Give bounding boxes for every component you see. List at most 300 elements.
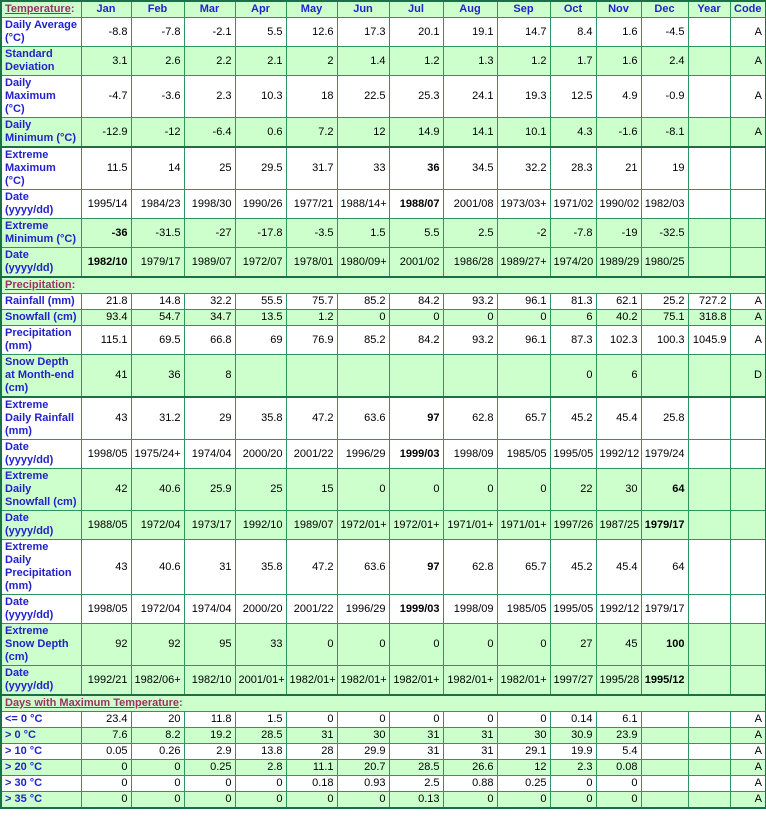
cell-feb: 69.5 [131, 326, 184, 355]
cell-nov: 1992/12 [596, 440, 641, 469]
cell-may: 2001/22 [286, 595, 337, 624]
row-label: Date (yyyy/dd) [1, 666, 81, 696]
cell-dec [641, 355, 688, 398]
cell-jul: 14.9 [389, 118, 443, 148]
cell-aug: 2.5 [443, 219, 497, 248]
cell-dec: 1979/17 [641, 595, 688, 624]
cell-year [688, 712, 730, 728]
cell-feb: 40.6 [131, 469, 184, 511]
cell-jun: 17.3 [337, 18, 389, 47]
cell-mar: -2.1 [184, 18, 235, 47]
cell-nov: 1995/28 [596, 666, 641, 696]
cell-aug: 2001/08 [443, 190, 497, 219]
section-title-cell-temperature [1, 1, 81, 18]
cell-mar: 32.2 [184, 294, 235, 310]
cell-apr: 55.5 [235, 294, 286, 310]
cell-feb: 1972/04 [131, 595, 184, 624]
cell-jan: 23.4 [81, 712, 131, 728]
cell-mar: 8 [184, 355, 235, 398]
table-row [1, 712, 766, 728]
cell-oct: 45.2 [550, 397, 596, 440]
cell-apr: 2000/20 [235, 440, 286, 469]
cell-apr: 0.6 [235, 118, 286, 148]
cell-year [688, 728, 730, 744]
cell-dec: 1980/25 [641, 248, 688, 278]
row-label: Date (yyyy/dd) [1, 511, 81, 540]
cell-apr: 0 [235, 776, 286, 792]
cell-aug: 1998/09 [443, 440, 497, 469]
cell-oct: 0 [550, 776, 596, 792]
cell-dec [641, 744, 688, 760]
cell-code: A [730, 76, 766, 118]
section-title-link[interactable]: Temperature [5, 3, 71, 15]
cell-feb: 0.26 [131, 744, 184, 760]
cell-oct: 0.14 [550, 712, 596, 728]
cell-oct: -7.8 [550, 219, 596, 248]
cell-jan: 21.8 [81, 294, 131, 310]
cell-jun: 20.7 [337, 760, 389, 776]
cell-sep: 65.7 [497, 540, 550, 595]
column-header-code: Code [730, 1, 766, 18]
section-title-cell [1, 277, 766, 294]
row-label: Standard Deviation [1, 47, 81, 76]
cell-sep: -2 [497, 219, 550, 248]
cell-apr: 5.5 [235, 18, 286, 47]
cell-feb: 1979/17 [131, 248, 184, 278]
row-label: Daily Average (°C) [1, 18, 81, 47]
cell-jun: 0 [337, 310, 389, 326]
cell-year [688, 511, 730, 540]
cell-mar: 19.2 [184, 728, 235, 744]
cell-sep: 10.1 [497, 118, 550, 148]
cell-jan: 41 [81, 355, 131, 398]
cell-may: 75.7 [286, 294, 337, 310]
cell-mar: 1974/04 [184, 440, 235, 469]
column-header-jul: Jul [389, 1, 443, 18]
row-label: > 0 °C [1, 728, 81, 744]
cell-dec: -4.5 [641, 18, 688, 47]
cell-jan: 115.1 [81, 326, 131, 355]
cell-may: 1982/01+ [286, 666, 337, 696]
cell-aug: 0 [443, 712, 497, 728]
cell-oct: 1995/05 [550, 440, 596, 469]
cell-dec: 25.8 [641, 397, 688, 440]
cell-may: 15 [286, 469, 337, 511]
cell-oct: 8.4 [550, 18, 596, 47]
cell-code: A [730, 728, 766, 744]
cell-year [688, 76, 730, 118]
cell-apr: 35.8 [235, 540, 286, 595]
cell-mar: 0.25 [184, 760, 235, 776]
cell-sep: 1982/01+ [497, 666, 550, 696]
cell-aug: 0 [443, 469, 497, 511]
cell-feb: 1984/23 [131, 190, 184, 219]
cell-oct: 1995/05 [550, 595, 596, 624]
table-row [1, 310, 766, 326]
cell-jun: 1972/01+ [337, 511, 389, 540]
cell-nov: 4.9 [596, 76, 641, 118]
cell-jun: 33 [337, 147, 389, 190]
cell-code [730, 190, 766, 219]
table-row [1, 440, 766, 469]
cell-year [688, 248, 730, 278]
cell-sep: 0 [497, 712, 550, 728]
cell-jul: 97 [389, 397, 443, 440]
cell-jun: 1988/14+ [337, 190, 389, 219]
cell-code [730, 397, 766, 440]
column-header-year: Year [688, 1, 730, 18]
cell-code: A [730, 712, 766, 728]
cell-aug: 0 [443, 624, 497, 666]
cell-jul: 1.2 [389, 47, 443, 76]
cell-feb: -31.5 [131, 219, 184, 248]
row-label: Daily Minimum (°C) [1, 118, 81, 148]
cell-jan: 11.5 [81, 147, 131, 190]
cell-code: A [730, 326, 766, 355]
cell-feb: 2.6 [131, 47, 184, 76]
cell-dec: -8.1 [641, 118, 688, 148]
row-label: Date (yyyy/dd) [1, 190, 81, 219]
cell-nov: 1992/12 [596, 595, 641, 624]
cell-code: A [730, 310, 766, 326]
cell-apr: -17.8 [235, 219, 286, 248]
cell-aug: 26.6 [443, 760, 497, 776]
row-label: Extreme Minimum (°C) [1, 219, 81, 248]
cell-jan: 93.4 [81, 310, 131, 326]
cell-year [688, 469, 730, 511]
cell-sep: 32.2 [497, 147, 550, 190]
cell-jul: 5.5 [389, 219, 443, 248]
cell-code: D [730, 355, 766, 398]
cell-mar: -27 [184, 219, 235, 248]
cell-code: A [730, 294, 766, 310]
cell-apr: 10.3 [235, 76, 286, 118]
cell-year: 318.8 [688, 310, 730, 326]
table-row [1, 47, 766, 76]
cell-jun: 1980/09+ [337, 248, 389, 278]
cell-oct: 2.3 [550, 760, 596, 776]
cell-feb: 8.2 [131, 728, 184, 744]
column-header-jan: Jan [81, 1, 131, 18]
cell-year [688, 190, 730, 219]
cell-code [730, 248, 766, 278]
cell-jan: 0 [81, 792, 131, 809]
cell-dec: 1979/24 [641, 440, 688, 469]
table-row [1, 540, 766, 595]
cell-feb: 92 [131, 624, 184, 666]
cell-oct: 1974/20 [550, 248, 596, 278]
cell-may: 47.2 [286, 397, 337, 440]
table-row [1, 76, 766, 118]
cell-nov: 30 [596, 469, 641, 511]
cell-code: A [730, 118, 766, 148]
cell-may: 31 [286, 728, 337, 744]
cell-year: 727.2 [688, 294, 730, 310]
cell-aug: 1.3 [443, 47, 497, 76]
cell-mar: 95 [184, 624, 235, 666]
cell-may [286, 355, 337, 398]
cell-may: 76.9 [286, 326, 337, 355]
cell-jun: 0.93 [337, 776, 389, 792]
cell-may: 28 [286, 744, 337, 760]
cell-oct: 6 [550, 310, 596, 326]
cell-feb: -12 [131, 118, 184, 148]
cell-jun: 63.6 [337, 397, 389, 440]
cell-code [730, 624, 766, 666]
cell-mar: 29 [184, 397, 235, 440]
cell-aug: 0 [443, 310, 497, 326]
section-title-link[interactable]: Precipitation [5, 279, 72, 291]
cell-mar: 11.8 [184, 712, 235, 728]
cell-dec [641, 760, 688, 776]
cell-aug: 31 [443, 744, 497, 760]
cell-aug: 1971/01+ [443, 511, 497, 540]
cell-feb: 36 [131, 355, 184, 398]
row-label: Precipitation (mm) [1, 326, 81, 355]
table-row [1, 147, 766, 190]
cell-jan: 1998/05 [81, 595, 131, 624]
cell-nov: -19 [596, 219, 641, 248]
cell-year [688, 666, 730, 696]
cell-mar: 66.8 [184, 326, 235, 355]
cell-dec: 100.3 [641, 326, 688, 355]
cell-mar: 2.3 [184, 76, 235, 118]
cell-apr: 2001/01+ [235, 666, 286, 696]
cell-dec [641, 776, 688, 792]
cell-mar: 1974/04 [184, 595, 235, 624]
cell-mar: 31 [184, 540, 235, 595]
cell-mar: 34.7 [184, 310, 235, 326]
cell-mar: 1982/10 [184, 666, 235, 696]
cell-jun: 29.9 [337, 744, 389, 760]
cell-oct: 1997/26 [550, 511, 596, 540]
cell-aug: 31 [443, 728, 497, 744]
cell-oct: 12.5 [550, 76, 596, 118]
cell-code [730, 147, 766, 190]
cell-sep [497, 355, 550, 398]
cell-aug: 19.1 [443, 18, 497, 47]
cell-jul: 2.5 [389, 776, 443, 792]
cell-oct: 30.9 [550, 728, 596, 744]
cell-jan: 1982/10 [81, 248, 131, 278]
cell-sep: 1989/27+ [497, 248, 550, 278]
cell-nov: 1987/25 [596, 511, 641, 540]
row-label: Rainfall (mm) [1, 294, 81, 310]
cell-may: 11.1 [286, 760, 337, 776]
cell-sep: 1971/01+ [497, 511, 550, 540]
cell-jun: 1996/29 [337, 440, 389, 469]
cell-year [688, 18, 730, 47]
cell-year [688, 219, 730, 248]
cell-sep: 1973/03+ [497, 190, 550, 219]
cell-dec: 1995/12 [641, 666, 688, 696]
row-label: Extreme Daily Precipitation (mm) [1, 540, 81, 595]
cell-code [730, 469, 766, 511]
cell-feb: 0 [131, 792, 184, 809]
cell-jun: 0 [337, 712, 389, 728]
section-title-cell [1, 695, 766, 712]
cell-oct: 4.3 [550, 118, 596, 148]
cell-sep: 0 [497, 624, 550, 666]
cell-dec: 25.2 [641, 294, 688, 310]
cell-code: A [730, 18, 766, 47]
cell-jan: -8.8 [81, 18, 131, 47]
cell-feb: 20 [131, 712, 184, 728]
cell-nov: 1989/29 [596, 248, 641, 278]
table-row [1, 511, 766, 540]
table-row [1, 248, 766, 278]
row-label: <= 0 °C [1, 712, 81, 728]
cell-sep: 96.1 [497, 326, 550, 355]
cell-code: A [730, 47, 766, 76]
cell-oct: 28.3 [550, 147, 596, 190]
section-header-row [1, 277, 766, 294]
section-title-link[interactable]: Days with Maximum Temperature [5, 697, 180, 709]
cell-may: 7.2 [286, 118, 337, 148]
cell-jul: 36 [389, 147, 443, 190]
row-label: Snowfall (cm) [1, 310, 81, 326]
cell-jul: 31 [389, 744, 443, 760]
cell-sep: 96.1 [497, 294, 550, 310]
cell-oct: 1997/27 [550, 666, 596, 696]
cell-apr: 2.8 [235, 760, 286, 776]
cell-year [688, 776, 730, 792]
cell-mar: 25 [184, 147, 235, 190]
cell-aug: 34.5 [443, 147, 497, 190]
cell-nov: 6 [596, 355, 641, 398]
cell-jun: 0 [337, 792, 389, 809]
cell-apr: 13.8 [235, 744, 286, 760]
cell-aug: 0.88 [443, 776, 497, 792]
cell-jul: 28.5 [389, 760, 443, 776]
cell-dec [641, 728, 688, 744]
cell-oct: 1.7 [550, 47, 596, 76]
cell-jun: 12 [337, 118, 389, 148]
cell-aug: 24.1 [443, 76, 497, 118]
cell-sep: 30 [497, 728, 550, 744]
cell-sep: 29.1 [497, 744, 550, 760]
cell-jun: 22.5 [337, 76, 389, 118]
table-row [1, 666, 766, 696]
cell-jul: 0.13 [389, 792, 443, 809]
cell-year [688, 792, 730, 809]
cell-year [688, 760, 730, 776]
cell-may: 0 [286, 792, 337, 809]
cell-jan: 92 [81, 624, 131, 666]
cell-oct: 0 [550, 792, 596, 809]
table-row [1, 219, 766, 248]
row-label: > 30 °C [1, 776, 81, 792]
cell-jul: 1999/03 [389, 595, 443, 624]
cell-dec: -0.9 [641, 76, 688, 118]
cell-feb: 1975/24+ [131, 440, 184, 469]
row-label: Extreme Maximum (°C) [1, 147, 81, 190]
cell-aug: 0 [443, 792, 497, 809]
cell-dec: 100 [641, 624, 688, 666]
section-title-colon: : [70, 3, 75, 15]
cell-code: A [730, 776, 766, 792]
row-label: > 10 °C [1, 744, 81, 760]
table-row [1, 595, 766, 624]
cell-sep: 19.3 [497, 76, 550, 118]
cell-oct: 19.9 [550, 744, 596, 760]
cell-apr [235, 355, 286, 398]
cell-dec: 1979/17 [641, 511, 688, 540]
cell-feb: 1972/04 [131, 511, 184, 540]
cell-feb: 14.8 [131, 294, 184, 310]
cell-mar: -6.4 [184, 118, 235, 148]
row-label: Daily Maximum (°C) [1, 76, 81, 118]
cell-feb: -3.6 [131, 76, 184, 118]
cell-nov: 62.1 [596, 294, 641, 310]
column-header-oct: Oct [550, 1, 596, 18]
table-row [1, 397, 766, 440]
cell-may: 2 [286, 47, 337, 76]
column-header-sep: Sep [497, 1, 550, 18]
cell-year [688, 147, 730, 190]
row-label: Extreme Daily Rainfall (mm) [1, 397, 81, 440]
cell-nov: 45.4 [596, 397, 641, 440]
cell-jun: 0 [337, 469, 389, 511]
cell-jul: 1999/03 [389, 440, 443, 469]
table-row [1, 18, 766, 47]
cell-may: 1977/21 [286, 190, 337, 219]
cell-feb: 31.2 [131, 397, 184, 440]
cell-jul: 1972/01+ [389, 511, 443, 540]
cell-code [730, 219, 766, 248]
cell-may: 1.2 [286, 310, 337, 326]
cell-jan: 1992/21 [81, 666, 131, 696]
cell-feb: 40.6 [131, 540, 184, 595]
climate-table-body [1, 1, 766, 808]
table-row [1, 792, 766, 809]
cell-jan: 0 [81, 760, 131, 776]
cell-apr: 0 [235, 792, 286, 809]
cell-may: 31.7 [286, 147, 337, 190]
table-row [1, 744, 766, 760]
row-label: Date (yyyy/dd) [1, 440, 81, 469]
table-row [1, 624, 766, 666]
cell-apr: 2000/20 [235, 595, 286, 624]
cell-dec: 64 [641, 540, 688, 595]
cell-nov: 0.08 [596, 760, 641, 776]
cell-year [688, 440, 730, 469]
cell-dec: 2.4 [641, 47, 688, 76]
cell-nov: 23.9 [596, 728, 641, 744]
table-row [1, 326, 766, 355]
cell-apr: 28.5 [235, 728, 286, 744]
table-row [1, 118, 766, 148]
cell-may: 0.18 [286, 776, 337, 792]
cell-jun: 85.2 [337, 294, 389, 310]
cell-apr: 35.8 [235, 397, 286, 440]
cell-jul: 25.3 [389, 76, 443, 118]
column-header-feb: Feb [131, 1, 184, 18]
cell-may: 0 [286, 712, 337, 728]
column-header-dec: Dec [641, 1, 688, 18]
cell-apr: 2.1 [235, 47, 286, 76]
cell-dec [641, 712, 688, 728]
cell-nov: 21 [596, 147, 641, 190]
cell-jan: 1995/14 [81, 190, 131, 219]
cell-nov: 45.4 [596, 540, 641, 595]
cell-aug: 93.2 [443, 326, 497, 355]
cell-apr: 1990/26 [235, 190, 286, 219]
cell-may: 18 [286, 76, 337, 118]
cell-sep: 0 [497, 792, 550, 809]
column-header-apr: Apr [235, 1, 286, 18]
cell-apr: 1972/07 [235, 248, 286, 278]
